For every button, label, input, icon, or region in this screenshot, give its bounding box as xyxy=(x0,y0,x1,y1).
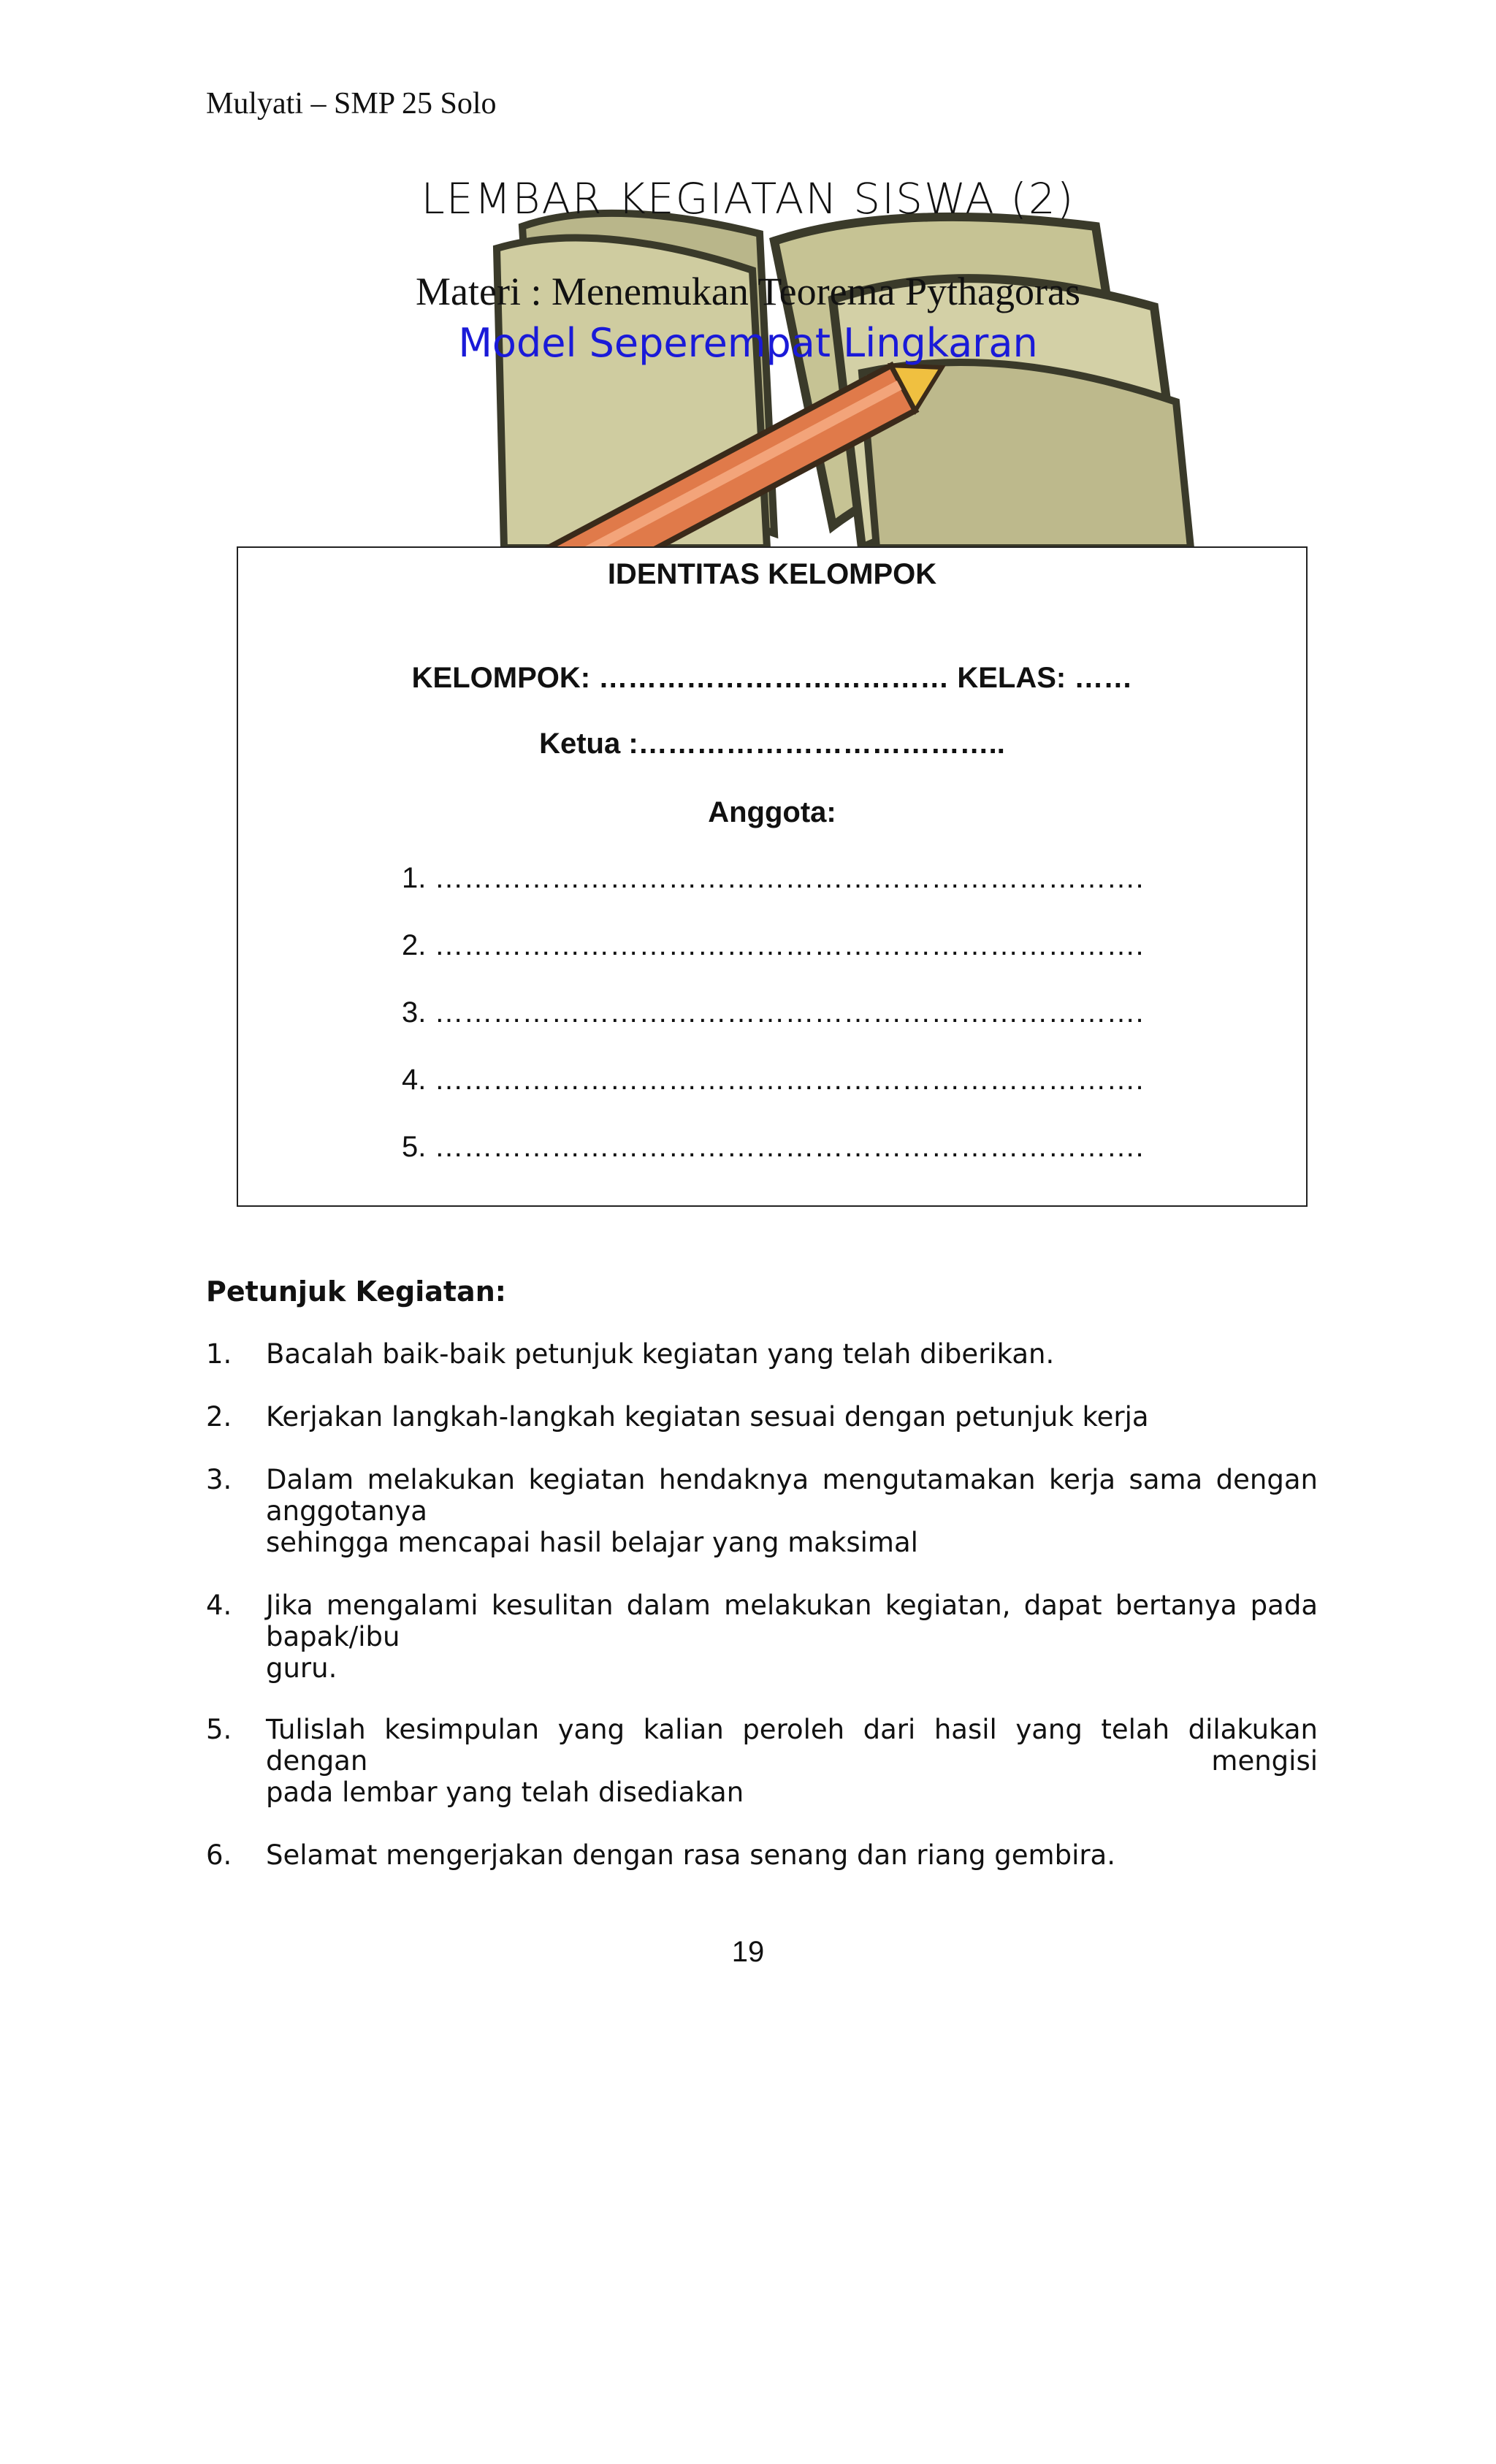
instruction-number: 4. xyxy=(206,1590,232,1621)
kelompok-kelas-line: KELOMPOK: ……………………………… KELAS: …… xyxy=(411,662,1133,694)
instructions-heading: Petunjuk Kegiatan: xyxy=(206,1275,506,1308)
anggota-label: Anggota: xyxy=(708,796,836,828)
instruction-number: 1. xyxy=(206,1338,232,1370)
ketua-line: Ketua :……………………………….. xyxy=(539,728,1005,760)
instruction-number: 6. xyxy=(206,1839,232,1871)
member-line: 2. ………………………………………………………………. xyxy=(402,929,1144,961)
member-line: 3. ………………………………………………………………. xyxy=(402,996,1144,1029)
instruction-text: Dalam melakukan kegiatan hendaknya mengutamakan kerja sama dengan anggotanya xyxy=(266,1464,1318,1527)
instruction-number: 3. xyxy=(206,1464,232,1495)
instruction-text: Tulislah kesimpulan yang kalian peroleh dari hasil yang telah dilakukan dengan mengisi xyxy=(266,1714,1318,1777)
page-number: 19 xyxy=(731,1936,765,1968)
instruction-text-continued: sehingga mencapai hasil belajar yang maksimal xyxy=(266,1527,918,1558)
instruction-text: Selamat mengerjakan dengan rasa senang dan riang gembira. xyxy=(266,1839,1115,1871)
identity-heading: IDENTITAS KELOMPOK xyxy=(607,558,937,590)
member-line: 5. ………………………………………………………………. xyxy=(402,1131,1144,1163)
instruction-text-continued: pada lembar yang telah disediakan xyxy=(266,1777,744,1808)
member-line: 4. ………………………………………………………………. xyxy=(402,1064,1144,1096)
instruction-number: 5. xyxy=(206,1714,232,1745)
instruction-text-continued: guru. xyxy=(266,1652,337,1684)
subtitle-model: Model Seperempat Lingkaran xyxy=(458,320,1038,366)
instruction-text: Bacalah baik-baik petunjuk kegiatan yang telah diberikan. xyxy=(266,1338,1055,1370)
instruction-text: Kerjakan langkah-langkah kegiatan sesuai dengan petunjuk kerja xyxy=(266,1401,1149,1433)
subtitle-materi: Materi : Menemukan Teorema Pythagoras xyxy=(416,270,1080,313)
page-title: LEMBAR KEGIATAN SISWA (2) xyxy=(421,174,1075,224)
instruction-number: 2. xyxy=(206,1401,232,1433)
member-line: 1. ………………………………………………………………. xyxy=(402,862,1144,894)
page-header: Mulyati – SMP 25 Solo xyxy=(206,87,497,121)
instruction-text: Jika mengalami kesulitan dalam melakukan kegiatan, dapat bertanya pada bapak/ibu xyxy=(266,1590,1318,1652)
identity-box xyxy=(237,546,1308,1207)
